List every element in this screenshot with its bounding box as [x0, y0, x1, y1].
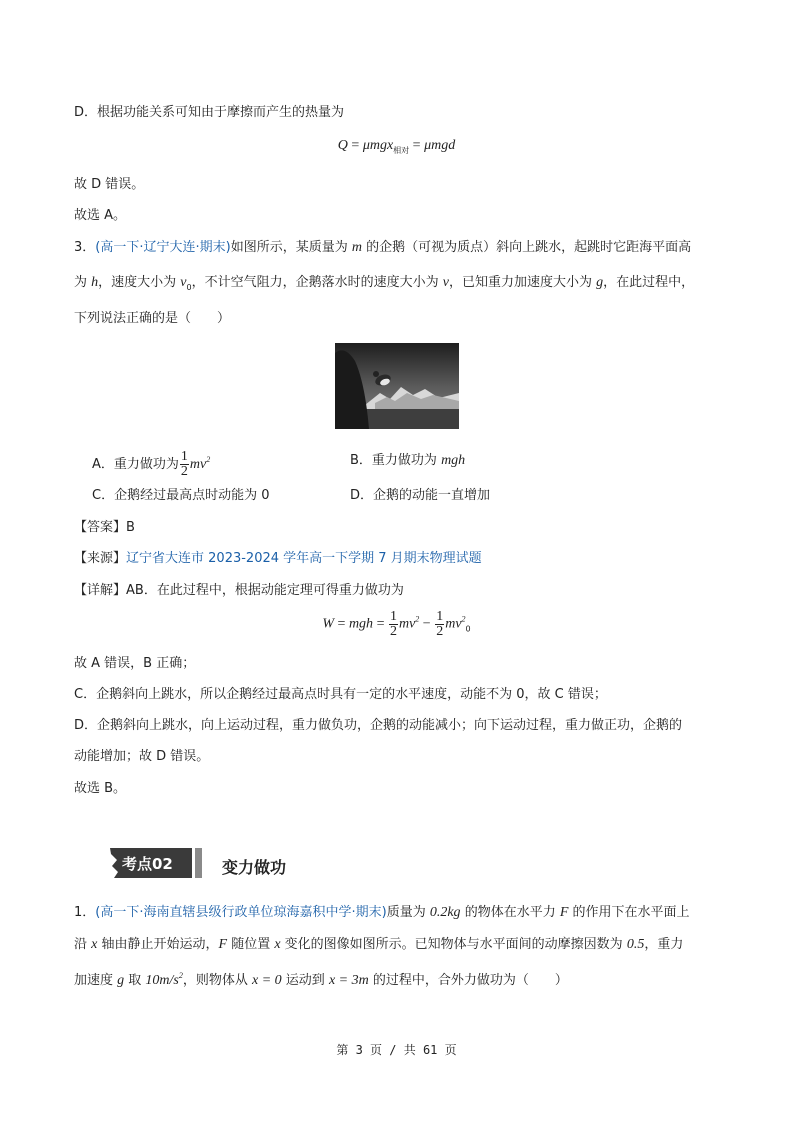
answer: 【答案】B [74, 520, 135, 535]
q3-line1: 3．(高一下·辽宁大连·期末)如图所示，某质量为 m 的企鹅（可视为质点）斜向上跳水，起跳时它距海平面高 [74, 240, 692, 255]
heat-formula: Q = μmgx$_{相对}$ = μmgd [337, 138, 456, 155]
analysis-c: C．企鹅斜向上跳水，所以企鹅经过最高点时具有一定的水平速度，动能不为 0，故 C 错误； [74, 687, 607, 702]
option-a[interactable]: A．重力做功为 $\frac{1}{2}$ $mv^2$ [92, 449, 211, 479]
conclusion-a-wrong-b-right: 故 A 错误，B 正确； [74, 656, 196, 671]
q3-line2: 为 h，速度大小为 $v_0$，不计空气阻力，企鹅落水时的速度大小为 v，已知重力加速度大小为 g，在此过程中， [74, 275, 695, 292]
section-badge [110, 848, 202, 878]
option-d[interactable]: D．企鹅的动能一直增加 [350, 488, 491, 503]
conclusion-d-wrong: 故 D 错误。 [74, 177, 145, 192]
conclusion-choose-b: 故选 B。 [74, 781, 127, 796]
q1-line3: 加速度 g 取 $10m/s^2$，则物体从 x = 0 运动到 x = 3m 的过程中，合外力做功为（ ） [74, 971, 568, 988]
penguin-photo [335, 343, 459, 429]
section-badge-label: 考点02 [122, 855, 173, 873]
option-b[interactable]: B．重力做功为 mgh [350, 453, 466, 468]
q3-source-tag: (高一下·辽宁大连·期末) [95, 240, 231, 255]
section-title: 变力做功 [222, 858, 287, 877]
q1-line1: 1．(高一下·海南直辖县级行政单位琼海嘉积中学·期末)质量为 0.2kg 的物体在水平力 F 的作用下在水平面上 [74, 905, 690, 920]
source-line: 【来源】辽宁省大连市 2023-2024 学年高一下学期 7 月期末物理试题 [74, 551, 482, 566]
work-formula: W = mgh = $\frac{1}{2}$ $mv^2$ − $\frac{1}{2}$ $mv^2_0$ [322, 609, 471, 639]
solution-d-line: D．根据功能关系可知由于摩擦而产生的热量为 [74, 105, 345, 120]
analysis-d-line2: 动能增加；故 D 错误。 [74, 749, 210, 764]
q1-source-tag: (高一下·海南直辖县级行政单位琼海嘉积中学·期末) [95, 905, 387, 920]
q1-line2: 沿 x 轴由静止开始运动，F 随位置 x 变化的图像如图所示。已知物体与水平面间的动摩擦因数为 0.5，重力 [74, 937, 684, 952]
detail-line: 【详解】AB．在此过程中，根据动能定理可得重力做功为 [74, 583, 404, 598]
conclusion-choose-a: 故选 A。 [74, 208, 127, 223]
q3-line3: 下列说法正确的是（ ） [74, 311, 231, 326]
analysis-d-line1: D．企鹅斜向上跳水，向上运动过程，重力做负功，企鹅的动能减小；向下运动过程，重力做正功，企鹅的 [74, 718, 683, 733]
option-c[interactable]: C．企鹅经过最高点时动能为 0 [92, 488, 270, 503]
page-footer: 第 3 页 / 共 61 页 [336, 1043, 457, 1057]
